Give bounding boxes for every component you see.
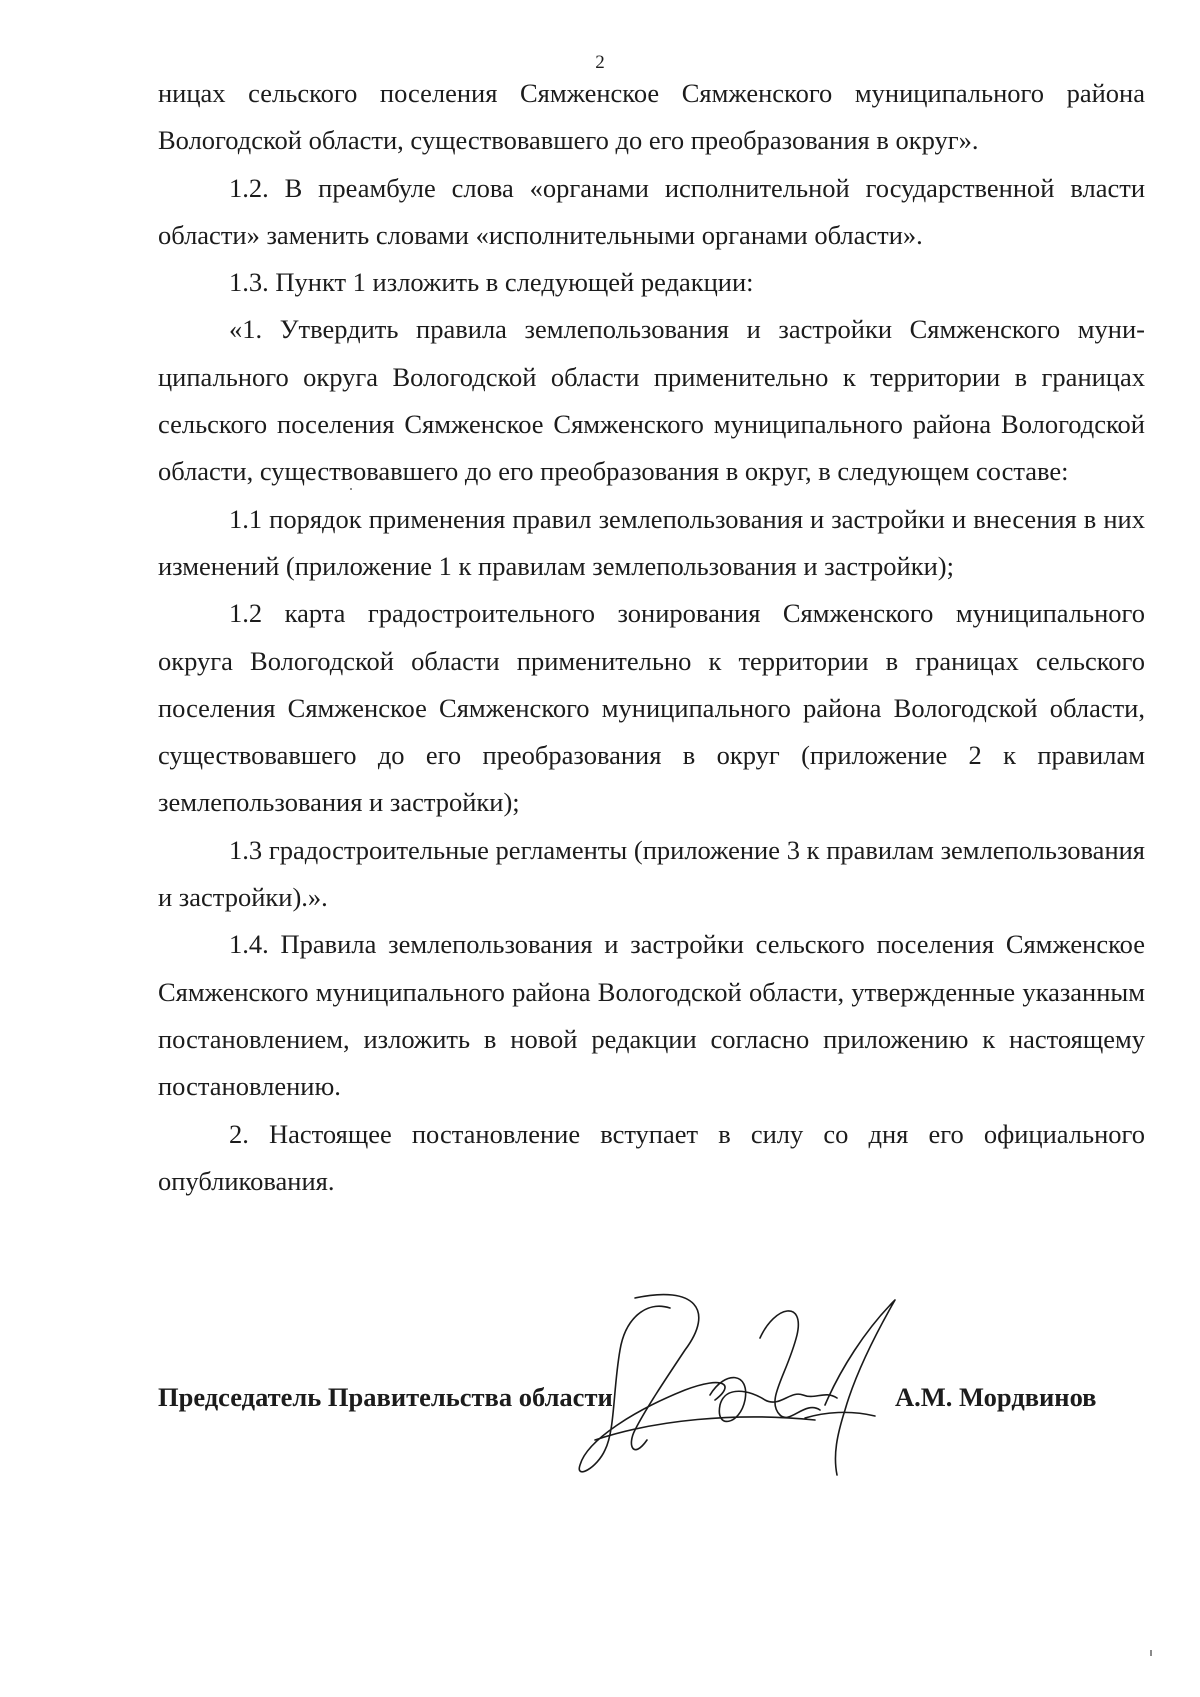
paragraph-item-1-2: 1.2. В преамбуле слова «органами исполнительной государственной власти области» заменить словами «исполнительными органами области». bbox=[158, 172, 1145, 250]
paragraph-subitem-1-2: 1.2 карта градостроительного зонирования Сямженского муниципального округа Вологодской области применительно к территории в границах сельского поселения Сямженское Сямженского муниципального района Вологодской области, существовавшего до его преобразования в округ (приложение 2 к правилам землепользования и застройки); bbox=[158, 598, 1145, 818]
paragraph-item-2: 2. Настоящее постановление вступает в силу со дня его официального опубликования. bbox=[158, 1118, 1145, 1196]
signatory-name: А.М. Мордвинов bbox=[895, 1382, 1097, 1412]
paragraph-continuation: ницах сельского поселения Сямженское Сямженского муниципального района Вологодской области, существовавшего до его преобразования в округ». bbox=[158, 78, 1145, 156]
page-number: 2 bbox=[595, 52, 605, 73]
paragraph-quoted-item-1: «1. Утвердить правила землепользования и застройки Сямженского муниципального округа Вологодской области применительно к территории в границах сельского поселения Сямженское Сямженского муниципального района Вологодской области, существовавшего до его преобразования в округ, в следующем составе: bbox=[158, 314, 1145, 487]
document-body bbox=[158, 70, 1145, 1205]
signatory-position: Председатель Правительства области bbox=[158, 1382, 613, 1412]
scan-artifact bbox=[350, 488, 352, 490]
paragraph-subitem-1-1: 1.1 порядок применения правил землепользования и застройки и внесения в них изменений (приложение 1 к правилам землепользования и застройки); bbox=[158, 503, 1145, 581]
scan-artifact bbox=[1150, 1650, 1152, 1656]
paragraph-item-1-4: 1.4. Правила землепользования и застройки сельского поселения Сямженское Сямженского муниципального района Вологодской области, утвержденные указанным постановлением, изложить в новой редакции согласно приложению к настоящему постановлению. bbox=[158, 929, 1145, 1102]
paragraph-item-1-3: 1.3. Пункт 1 изложить в следующей редакции: bbox=[229, 267, 754, 298]
handwritten-signature bbox=[575, 1290, 905, 1500]
paragraph-subitem-1-3: 1.3 градостроительные регламенты (приложение 3 к правилам землепользования и застройки).». bbox=[158, 834, 1145, 913]
